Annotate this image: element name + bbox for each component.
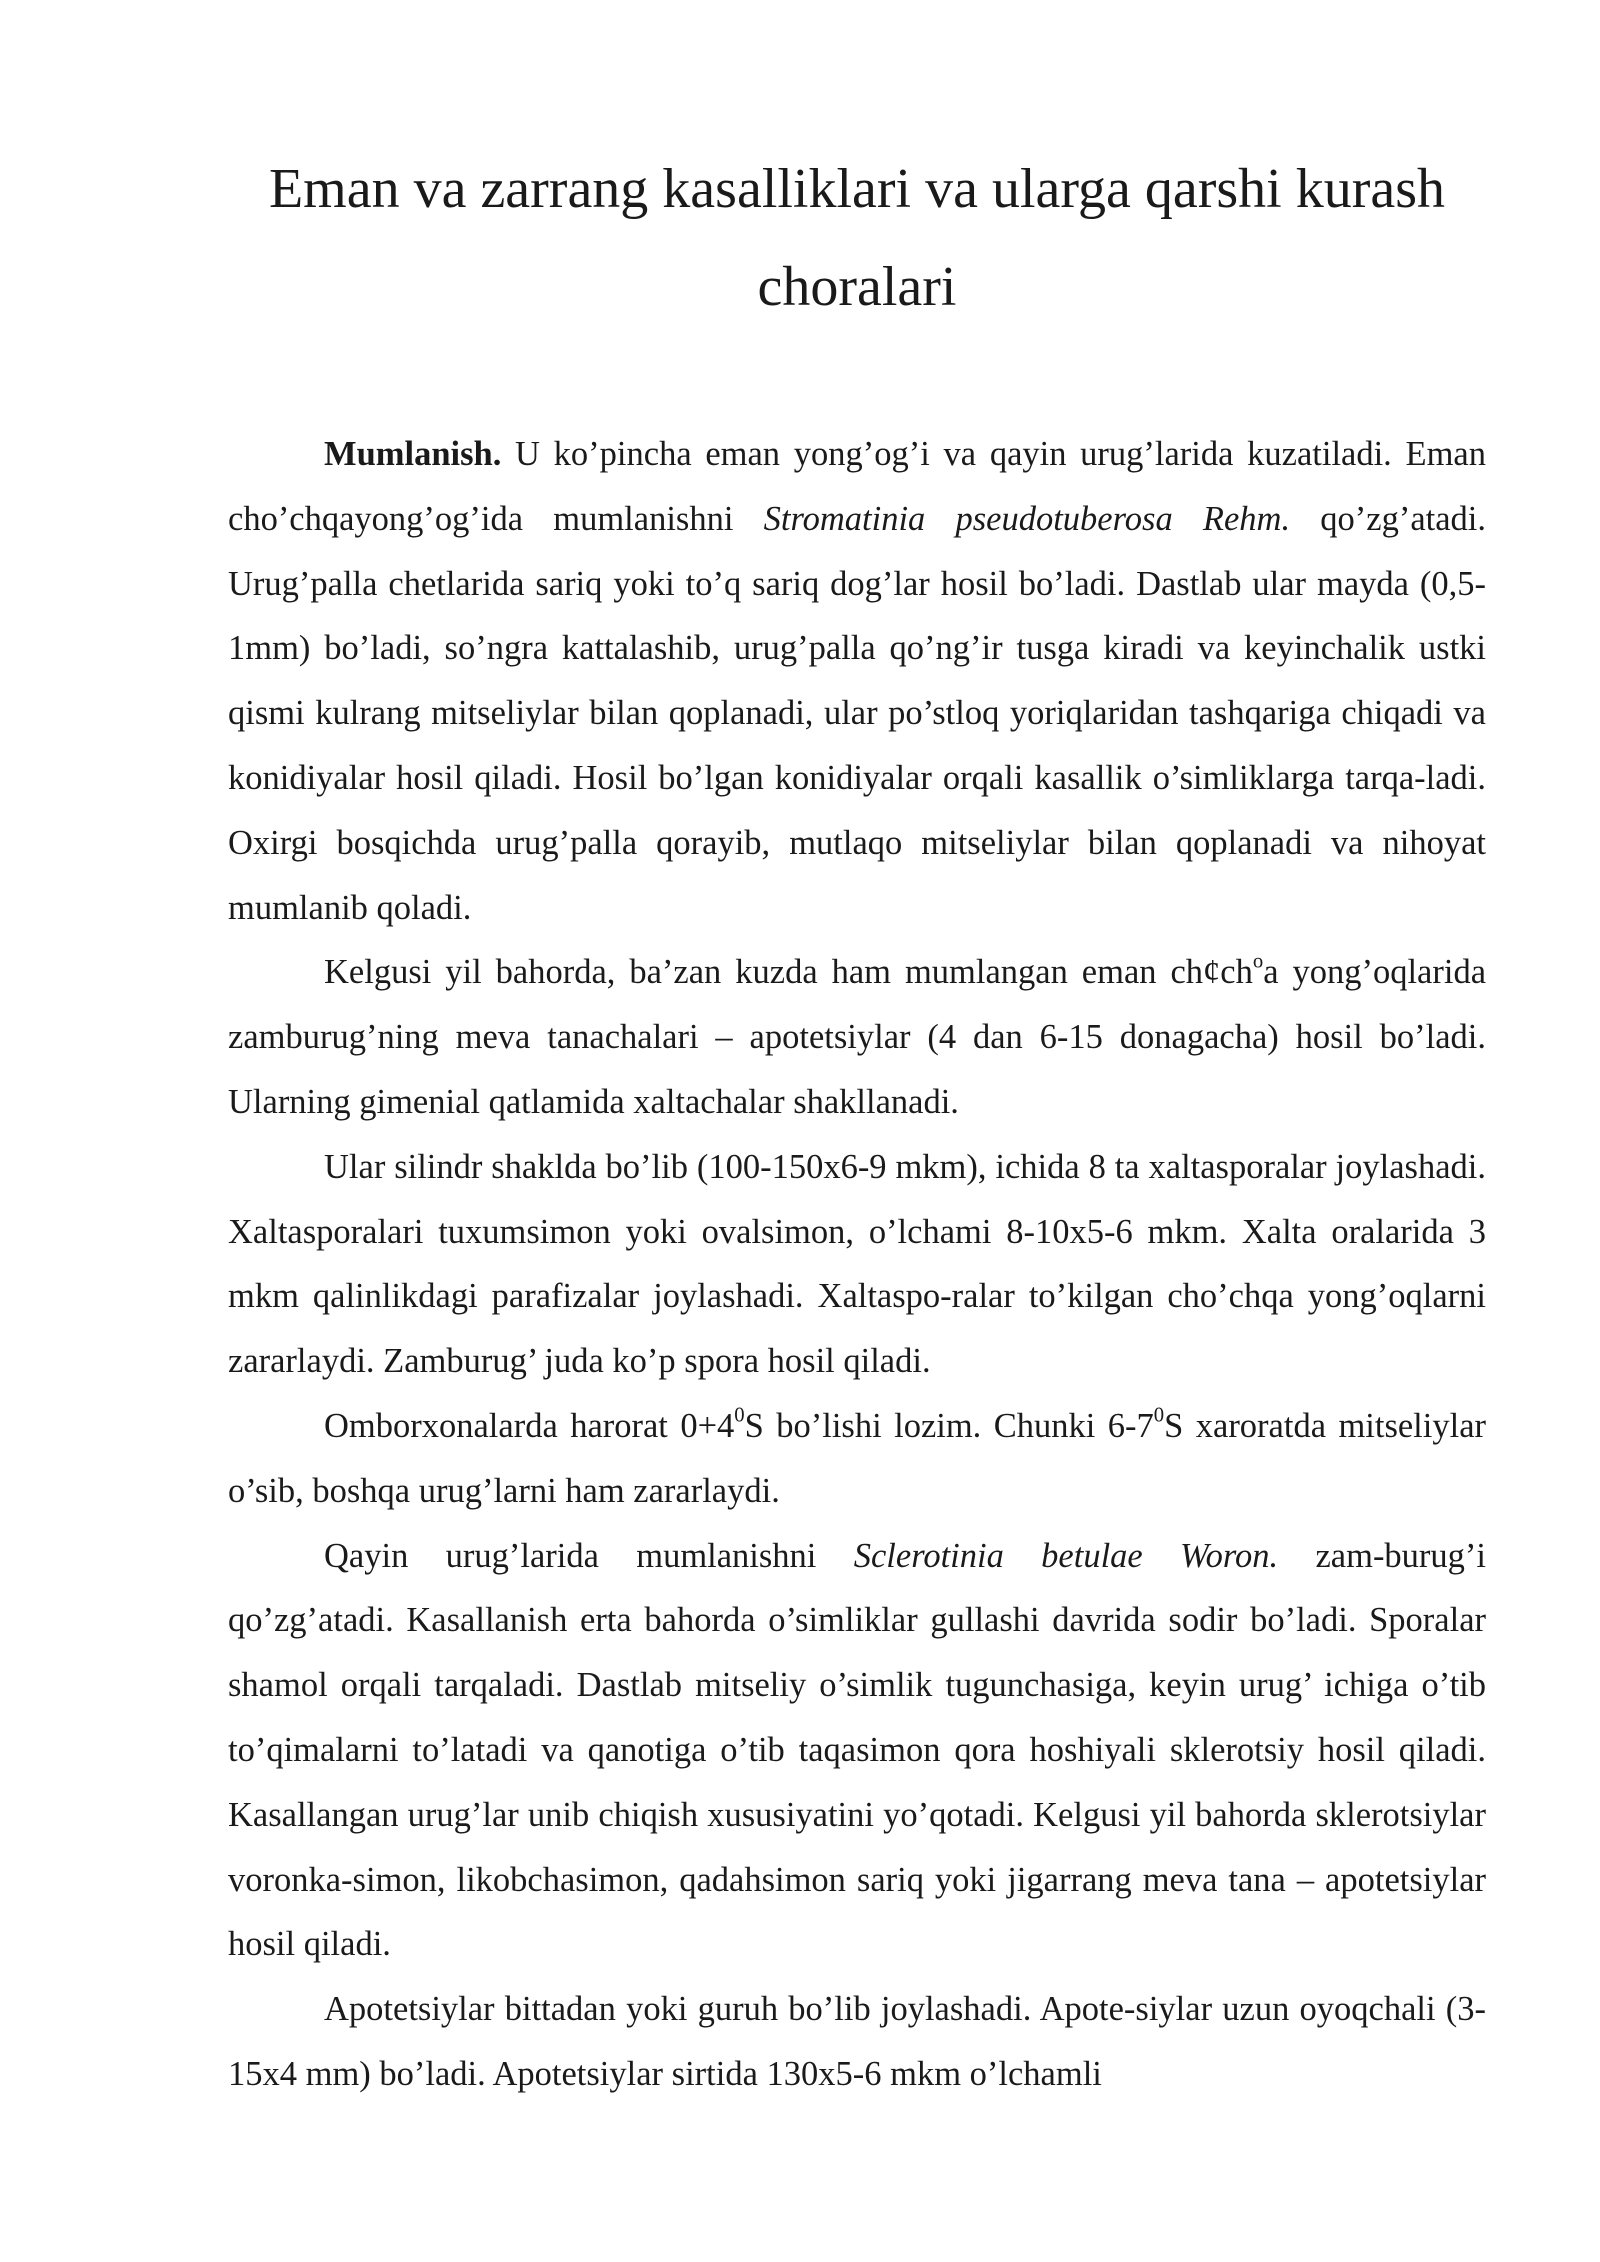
paragraph-lead-term: Mumlanish. [324,435,502,473]
paragraph-apotetsiylar [228,1977,1486,2107]
paragraph-text: S xaroratda mitseliylar o’sib, boshqa urug’larni ham zararlaydi. [228,1406,1486,1510]
document-body [228,422,1486,2107]
document-title: Eman va zarrang kasalliklari va ularga qarshi kurash choralari [268,158,1446,318]
paragraph-text: S bo’lishi lozim. Chunki 6-7 [744,1406,1154,1445]
degree-superscript: 0 [734,1404,745,1427]
paragraph-text: U ko’pincha eman yong’og’i va qayin urug’larida kuzatiladi. Eman cho’chqayong’og’ida mumlanishni [228,435,1486,538]
scientific-name: Stromatinia pseudotuberosa Rehm. [763,499,1291,538]
paragraph-text: Ular silindr shaklda bo’lib (100-150x6-9 mkm), ichida 8 ta xaltasporalar joylashadi. Xaltasporalari tuxumsimon yoki ovalsimon, o’lchami 8-10x5-6 mkm. Xalta oralarida 3 mkm qalinlikdagi parafizalar joylashadi. Xaltaspo-ralar to’kilgan cho’chqa yong’oqlarni zararlaydi. Zamburug’ juda ko’p spora hosil qiladi. [228,1147,1486,1381]
degree-superscript: 0 [1153,1404,1165,1427]
paragraph-mumlanish [228,422,1486,940]
paragraph-text: Omborxonalarda harorat 0+4 [324,1406,735,1445]
paragraph-text: Apotetsiylar bittadan yoki guruh bo’lib joylashadi. Apote-siylar uzun oyoqchali (3-15x4 mm) bo’ladi. Apotetsiylar sirtida 130x5-6 mkm o’lchamli [228,1990,1486,2093]
paragraph-omborxona [228,1394,1486,1524]
paragraph-qayin [228,1524,1486,1978]
paragraph-text: qo’zg’atadi. Urug’palla chetlarida sariq yoki to’q sariq dog’lar hosil bo’ladi. Dastlab ular mayda (0,5-1mm) bo’ladi, so’ngra kattalashib, urug’palla qo’ng’ir tusga kiradi va keyinchalik ustki qismi kulrang mitseliylar bilan qoplanadi, ular po’stloq yoriqlaridan tashqariga chiqadi va konidiyalar hosil qiladi. Hosil bo’lgan konidiyalar orqali kasallik o’simliklarga tarqa-ladi. Oxirgi bosqichda urug’palla qorayib, mutlaqo mitseliylar bilan qoplanadi va nihoyat mumlanib qoladi. [228,499,1486,927]
paragraph-text: Kelgusi yil bahorda, ba’zan kuzda ham mumlangan eman ch¢ch [324,953,1253,992]
paragraph-apotetsiylar-spring [228,940,1486,1134]
paragraph-text: a yong’oqlarida zamburug’ning meva tanachalari – apotetsiylar (4 dan 6-15 donagacha) hosil bo’ladi. Ularning gimenial qatlamida xaltachalar shakllanadi. [228,953,1487,1121]
superscript-mark: о [1252,950,1264,973]
paragraph-text: zam-burug’i qo’zg’atadi. Kasallanish erta bahorda o’simliklar gullashi davrida sodir bo’ladi. Sporalar shamol orqali tarqaladi. Dastlab mitseliy o’simlik tugunchasiga, keyin urug’ ichiga o’tib to’qimalarni to’latadi va qanotiga o’tib taqasimon qora hoshiyali sklerotsiy hosil qiladi. Kasallangan urug’lar unib chiqish xususiyatini yo’qotadi. Kelgusi yil bahorda sklerotsiylar voronka-simon, likobchasimon, qadahsimon sariq yoki jigarrang meva tana – apotetsiylar hosil qiladi. [228,1536,1486,1964]
paragraph-text: Qayin urug’larida mumlanishni [324,1536,854,1575]
document-page [228,140,1486,2107]
scientific-name: Sclerotinia betulae Woron. [853,1536,1279,1575]
paragraph-silindr [228,1135,1486,1394]
